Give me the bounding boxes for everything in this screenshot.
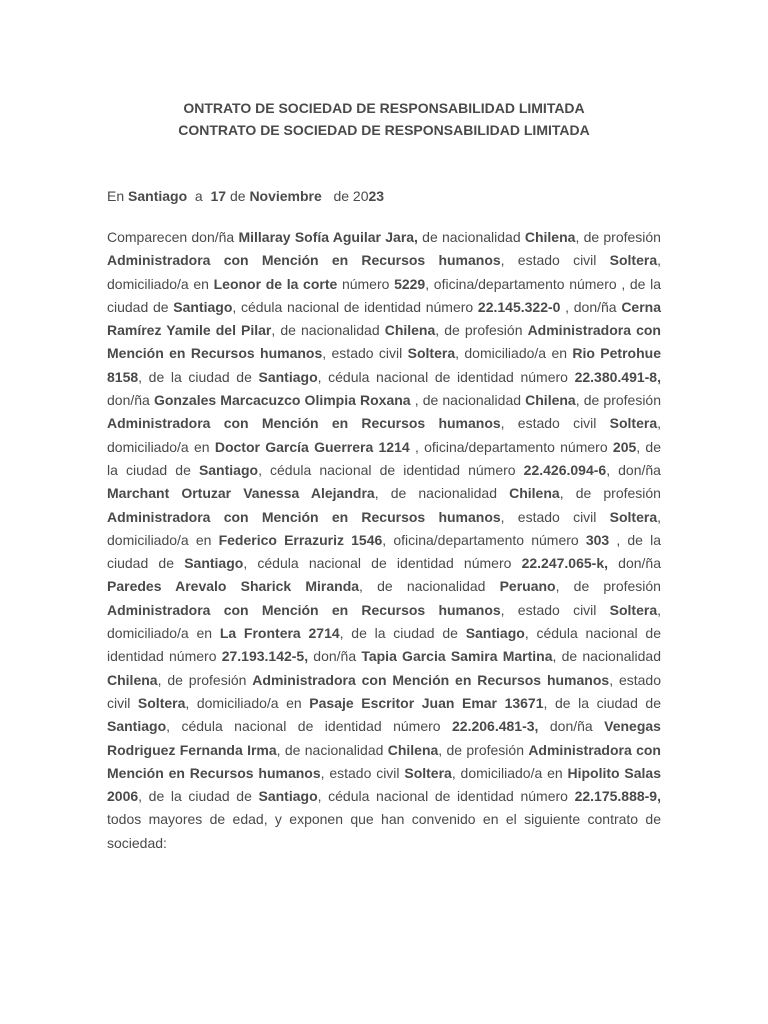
date-month: Noviembre <box>249 188 322 204</box>
bold-text-segment: Administradora con Mención en Recursos humanos <box>107 601 501 618</box>
text-segment: , domiciliado/a en <box>107 415 661 455</box>
date-city: Santiago <box>128 188 188 204</box>
text-segment: , oficina/departamento número <box>382 531 586 548</box>
bold-text-segment: 22.426.094-6 <box>523 461 607 478</box>
bold-text-segment: Tapia Garcia Samira Martina <box>361 648 553 665</box>
bold-text-segment: Chilena <box>387 741 439 758</box>
text-segment: Comparecen don/ña <box>107 229 239 245</box>
bold-text-segment: 22.247.065-k, <box>521 555 608 572</box>
bold-text-segment: Cerna Ramírez Yamile del Pilar <box>107 298 661 339</box>
bold-text-segment: 22.175.888-9, <box>574 788 661 805</box>
bold-text-segment: Pasaje Escritor Juan Emar 13671 <box>309 694 544 711</box>
text-segment: , de la ciudad de <box>543 694 662 711</box>
text-segment: , estado civil <box>500 601 610 618</box>
bold-text-segment: Soltera <box>609 252 658 269</box>
bold-text-segment: Chilena <box>107 671 158 688</box>
date-line <box>107 185 384 207</box>
bold-text-segment: Santiago <box>258 788 318 805</box>
text-segment: , domiciliado/a en <box>107 252 661 292</box>
text-segment: todos mayores de edad, y exponen que han convenido en el siguiente contrato de sociedad: <box>107 811 661 851</box>
bold-text-segment: Millaray Sofía Aguilar Jara, <box>238 229 418 245</box>
text-segment: , cédula nacional de identidad número <box>258 461 524 478</box>
text-segment: don/ña <box>107 392 154 409</box>
text-segment: , de la ciudad de <box>339 625 466 642</box>
bold-text-segment: Santiago <box>465 625 525 642</box>
text-segment: , de profesión <box>555 578 661 595</box>
text-segment: , de profesión <box>559 485 661 502</box>
text-segment: , cédula nacional de identidad número <box>166 718 453 735</box>
text-segment: , domiciliado/a en <box>185 694 310 711</box>
bold-text-segment: Peruano <box>499 578 556 595</box>
text-segment: , de la ciudad de <box>107 531 662 572</box>
bold-text-segment: Soltera <box>609 415 658 432</box>
text-segment: de nacionalidad <box>417 229 525 245</box>
text-segment: , cédula nacional de identidad número <box>107 625 661 665</box>
text-segment: , de nacionalidad <box>276 741 388 758</box>
text-segment: , oficina/departamento número , de la ciudad de <box>107 275 662 315</box>
text-segment: , de nacionalidad <box>552 648 661 665</box>
text-segment: , de profesión <box>575 392 661 409</box>
bold-text-segment: Federico Errazuriz 1546 <box>218 531 383 548</box>
bold-text-segment: Soltera <box>609 508 658 525</box>
text-segment: , estado civil <box>322 345 408 362</box>
bold-text-segment: Paredes Arevalo Sharick Miranda <box>107 578 360 595</box>
text-segment: , estado civil <box>107 671 661 711</box>
text-segment: , domiciliado/a en <box>107 508 661 548</box>
text-segment: número <box>337 275 395 292</box>
text-segment: don/ña <box>538 718 605 735</box>
bold-text-segment: Santiago <box>184 555 244 572</box>
text-segment: , de nacionalidad <box>359 578 500 595</box>
text-segment: , cédula nacional de identidad número <box>317 788 575 805</box>
bold-text-segment: 22.380.491-8, <box>574 368 661 385</box>
text-segment: , estado civil <box>320 764 405 781</box>
bold-text-segment: Santiago <box>198 461 259 478</box>
text-segment: , don/ña <box>606 461 661 478</box>
text-segment: , estado civil <box>500 508 610 525</box>
bold-text-segment: La Frontera 2714 <box>219 625 340 642</box>
text-segment: , cédula nacional de identidad número <box>243 555 522 572</box>
bold-text-segment: Soltera <box>609 601 658 618</box>
bold-text-segment: Leonor de la corte <box>213 275 338 292</box>
bold-text-segment: Chilena <box>384 322 436 339</box>
text-segment: , cédula nacional de identidad número <box>232 298 478 315</box>
bold-text-segment: Administradora con Mención en Recursos humanos <box>107 415 501 432</box>
document-title-block <box>0 97 768 141</box>
text-segment: , de nacionalidad <box>271 322 385 339</box>
date-connector-de: de <box>226 188 250 204</box>
bold-text-segment: 22.145.322-0 <box>477 298 561 315</box>
date-day: 17 <box>210 188 227 204</box>
document-title-line-1: ONTRATO DE SOCIEDAD DE RESPONSABILIDAD LIMITADA <box>183 100 585 116</box>
bold-text-segment: Santiago <box>258 368 318 385</box>
bold-text-segment: Doctor García Guerrera 1214 <box>214 438 410 455</box>
text-segment: , de profesión <box>435 322 528 339</box>
bold-text-segment: Chilena <box>509 485 560 502</box>
bold-text-segment: Administradora con Mención en Recursos humanos <box>107 508 501 525</box>
text-segment: , domiciliado/a en <box>455 345 573 362</box>
bold-text-segment: Administradora con Mención en Recursos humanos <box>107 741 661 781</box>
date-year-prefix: de 20 <box>321 188 369 204</box>
bold-text-segment: Administradora con Mención en Recursos humanos <box>252 671 610 688</box>
text-segment: , domiciliado/a en <box>107 601 661 642</box>
bold-text-segment: Chilena <box>525 392 576 409</box>
bold-text-segment: Administradora con Mención en Recursos humanos <box>107 322 661 362</box>
text-segment: , de profesión <box>157 671 253 688</box>
bold-text-segment: 22.206.481-3, <box>452 718 539 735</box>
text-segment: , de la ciudad de <box>138 368 259 385</box>
text-segment: , de nacionalidad <box>410 392 526 409</box>
text-segment: , de la ciudad de <box>107 438 662 478</box>
bold-text-segment: Soltera <box>404 764 452 781</box>
bold-text-segment: Santiago <box>173 298 233 315</box>
bold-text-segment: Soltera <box>137 694 186 711</box>
text-segment: , de profesión <box>438 741 529 758</box>
bold-text-segment: Rio Petrohue 8158 <box>107 345 661 385</box>
bold-text-segment: 5229 <box>394 275 426 292</box>
bold-text-segment: 27.193.142-5, <box>221 648 309 665</box>
text-segment: don/ña <box>608 555 662 572</box>
date-connector-a: a <box>187 188 211 204</box>
bold-text-segment: Hipolito Salas 2006 <box>107 764 661 805</box>
bold-text-segment: Administradora con Mención en Recursos humanos <box>107 252 501 269</box>
bold-text-segment: Gonzales Marcacuzco Olimpia Roxana <box>153 392 411 409</box>
text-segment: , de nacionalidad <box>374 485 510 502</box>
text-segment: , don/ña <box>560 298 622 315</box>
text-segment: , estado civil <box>500 415 610 432</box>
bold-text-segment: Marchant Ortuzar Vanessa Alejandra <box>107 485 375 502</box>
bold-text-segment: 303 <box>585 531 610 548</box>
text-segment: , domiciliado/a en <box>451 764 568 781</box>
text-segment: , de la ciudad de <box>138 788 259 805</box>
text-segment: , cédula nacional de identidad número <box>317 368 575 385</box>
date-prefix: En <box>107 188 129 204</box>
bold-text-segment: 205 <box>612 438 637 455</box>
text-segment: don/ña <box>308 648 362 665</box>
bold-text-segment: Chilena <box>524 229 576 245</box>
date-year-suffix: 23 <box>368 188 385 204</box>
bold-text-segment: Soltera <box>407 345 456 362</box>
comparecencia-paragraph <box>107 226 661 855</box>
bold-text-segment: Venegas Rodriguez Fernanda Irma <box>107 718 661 758</box>
document-title-line-2: CONTRATO DE SOCIEDAD DE RESPONSABILIDAD LIMITADA <box>178 122 590 138</box>
text-segment: , estado civil <box>500 252 610 269</box>
text-segment: , oficina/departamento número <box>409 438 613 455</box>
text-segment: , de profesión <box>575 229 661 245</box>
bold-text-segment: Santiago <box>107 718 167 735</box>
